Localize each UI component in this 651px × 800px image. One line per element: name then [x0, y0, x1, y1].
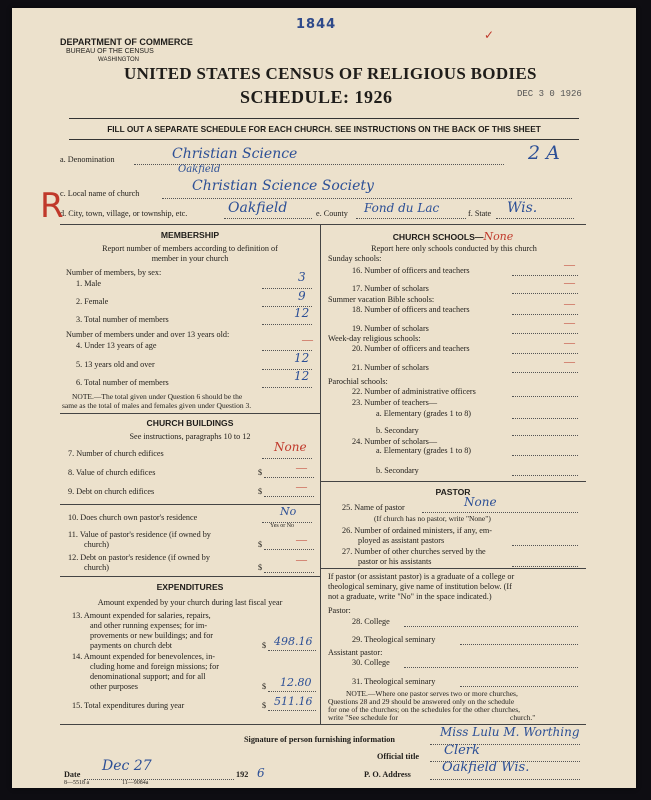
q17-dash: —	[564, 277, 575, 289]
schools-heading-value: None	[483, 230, 514, 243]
under13-value: —	[302, 334, 313, 346]
expenditures-sub: Amount expended by your church during last fiscal year	[97, 598, 283, 607]
q12-dash: —	[296, 554, 307, 566]
q12-label-a: 12. Debt on pastor's residence (if owned by	[68, 553, 210, 562]
q27-line	[512, 566, 578, 567]
q31-line	[460, 686, 578, 687]
over13-value: 12	[294, 351, 310, 365]
q23b-label: b. Secondary	[376, 426, 419, 435]
q7-line	[262, 458, 312, 459]
q25-label: 25. Name of pastor	[342, 503, 405, 512]
summer-label: Summer vacation Bible schools:	[328, 295, 435, 304]
pastor-note5: church."	[510, 713, 536, 722]
margin-r-mark: R	[40, 186, 64, 226]
female-label: 2. Female	[76, 297, 109, 306]
q23a-line	[512, 418, 578, 419]
date-value: Dec 27	[102, 758, 152, 774]
date-line	[84, 779, 234, 780]
local-name-label: c. Local name of church	[60, 189, 140, 198]
q29-line	[460, 644, 578, 645]
q8-label: 8. Value of church edifices	[68, 468, 156, 477]
q25-value: None	[464, 495, 497, 509]
print-code: 11—9084a	[122, 780, 149, 786]
q30-line	[404, 667, 578, 668]
q9-label: 9. Debt on church edifices	[68, 487, 155, 496]
q14-label-a: 14. Amount expended for benevolences, in-	[72, 652, 216, 661]
q15-label: 15. Total expenditures during year	[72, 701, 185, 710]
membership-note2: same as the total of males and females given under Question 3.	[62, 401, 252, 410]
q10-label: 10. Does church own pastor's residence	[68, 513, 198, 522]
q13-dollar: $	[262, 641, 267, 650]
membership-intro1: Report number of members according to definition of	[102, 244, 278, 253]
check-mark: ✓	[484, 28, 495, 42]
above-line-value: Oakfield	[178, 164, 221, 175]
membership-note1: NOTE.—The total given under Question 6 should be the	[72, 392, 243, 401]
q24b-label: b. Secondary	[376, 466, 419, 475]
schools-intro: Report here only schools conducted by this church	[371, 244, 537, 253]
q17-line	[512, 293, 578, 294]
q9-line	[264, 496, 314, 497]
expenditures-top-line	[60, 576, 320, 577]
q7-value: None	[274, 440, 307, 454]
q8-dollar: $	[258, 468, 263, 477]
total6-line	[262, 387, 312, 388]
grid-top-line	[60, 224, 586, 225]
q15-value: 511.16	[274, 695, 313, 708]
q26-label-a: 26. Number of ordained ministers, if any, em-	[342, 526, 492, 535]
q14-label-b: cluding home and foreign missions; for	[90, 662, 219, 671]
weekday-label: Week-day religious schools:	[328, 334, 421, 343]
q21-line	[512, 372, 578, 373]
state-value: Wis.	[507, 200, 538, 216]
city-value: Oakfield	[228, 200, 288, 216]
q28-line	[404, 626, 578, 627]
q24-label: 24. Number of scholars—	[352, 437, 438, 446]
male-value: 3	[298, 270, 306, 284]
total6-label: 6. Total number of members	[76, 378, 169, 387]
county-label: e. County	[316, 209, 348, 218]
q11-label-a: 11. Value of pastor's residence (if owned by	[68, 530, 211, 539]
grad-line2: theological seminary, give name of institution below. (If	[328, 582, 512, 591]
form-code: 8—5518 a	[64, 780, 90, 786]
signature-label: Signature of person furnishing information	[244, 735, 395, 744]
q14-label-c: denominational support; and for all	[90, 672, 206, 681]
female-value: 9	[298, 289, 306, 303]
parochial-label: Parochial schools:	[328, 377, 388, 386]
city-label: d. City, town, village, or township, etc.	[60, 209, 188, 218]
pastor-sub-label: Pastor:	[328, 606, 351, 615]
q10-value: No	[280, 505, 297, 518]
instructions-bar: FILL OUT A SEPARATE SCHEDULE FOR EACH CHURCH. SEE INSTRUCTIONS ON THE BACK OF THIS SHEET	[69, 118, 579, 140]
q31-label: 31. Theological seminary	[352, 677, 436, 686]
q14-value: 12.80	[280, 676, 312, 689]
received-stamp: DEC 3 0 1926	[517, 89, 582, 99]
q19-label: 19. Number of scholars	[352, 324, 429, 333]
po-address-value: Oakfield Wis.	[442, 760, 530, 775]
q11-dash: —	[296, 534, 307, 546]
q7-label: 7. Number of church edifices	[68, 449, 164, 458]
dept-line2: BUREAU OF THE CENSUS	[66, 48, 154, 55]
q18-label: 18. Number of officers and teachers	[352, 305, 470, 314]
dept-line3: WASHINGTON	[98, 57, 140, 63]
q21-dash: —	[564, 356, 575, 368]
under13-label: 4. Under 13 years of age	[76, 341, 157, 350]
membership-intro2: member in your church	[151, 254, 229, 263]
q29-label: 29. Theological seminary	[352, 635, 436, 644]
q17-label: 17. Number of scholars	[352, 284, 429, 293]
county-line	[356, 218, 466, 219]
q22-label: 22. Number of administrative officers	[352, 387, 476, 396]
form-number: 1844	[296, 17, 337, 32]
q16-label: 16. Number of officers and teachers	[352, 266, 470, 275]
page-title: UNITED STATES CENSUS OF RELIGIOUS BODIES	[124, 64, 537, 83]
q23b-line	[512, 435, 578, 436]
over13-label: 5. 13 years old and over	[76, 360, 155, 369]
q24b-line	[512, 475, 578, 476]
q30-label: 30. College	[352, 658, 390, 667]
q27-label-a: 27. Number of other churches served by the	[342, 547, 486, 556]
q12-line	[264, 572, 314, 573]
q11-line	[264, 549, 314, 550]
official-title-label: Official title	[377, 752, 420, 761]
q9-dollar: $	[258, 487, 263, 496]
state-line	[496, 218, 574, 219]
q12-label-b: church)	[84, 563, 110, 572]
sunday-label: Sunday schools:	[328, 254, 382, 263]
local-name-line	[162, 198, 572, 199]
schools-heading: CHURCH SCHOOLS	[392, 232, 475, 242]
q14-dollar: $	[262, 682, 267, 691]
q10-yesno: Yes or No	[270, 523, 295, 529]
pastor-note3: for one of the churches; on the schedules for the other churches,	[328, 705, 521, 714]
official-title-value: Clerk	[444, 743, 480, 758]
q15-line	[268, 710, 316, 711]
total-members-line	[262, 324, 312, 325]
q13-value: 498.16	[274, 635, 313, 648]
denomination-code: 2 A	[528, 142, 560, 164]
denomination-value: Christian Science	[172, 146, 298, 162]
po-address-label: P. O. Address	[364, 770, 411, 779]
q18-dash: —	[564, 298, 575, 310]
expenditures-heading: EXPENDITURES	[156, 582, 224, 592]
q13-label-c: provements or new buildings; and for	[90, 631, 214, 640]
q20-dash: —	[564, 337, 575, 349]
signature-value: Miss Lulu M. Worthing	[440, 725, 580, 739]
q13-label-d: payments on church debt	[90, 641, 173, 650]
buildings-heading: CHURCH BUILDINGS	[146, 418, 234, 428]
dept-line1: DEPARTMENT OF COMMERCE	[60, 37, 193, 47]
state-label: f. State	[468, 209, 492, 218]
q8-dash: —	[296, 462, 307, 474]
pastor-note2: Questions 28 and 29 should be answered only on the schedule	[328, 697, 515, 706]
date-label: Date	[64, 770, 81, 779]
q19-dash: —	[564, 317, 575, 329]
q28-label: 28. College	[352, 617, 390, 626]
pastor-heading: PASTOR	[435, 487, 471, 497]
county-value: Fond du Lac	[364, 201, 440, 215]
q9-dash: —	[296, 481, 307, 493]
membership-heading: MEMBERSHIP	[160, 230, 220, 240]
date-year-digit: 6	[257, 766, 265, 780]
q13-line	[268, 650, 316, 651]
pastor-note1: NOTE.—Where one pastor serves two or more churches,	[346, 689, 518, 698]
page-subtitle: SCHEDULE: 1926	[240, 87, 393, 107]
total-members-label: 3. Total number of members	[76, 315, 169, 324]
grad-line3: not a graduate, write "No" in the space indicated.)	[328, 592, 492, 601]
q11-dollar: $	[258, 540, 263, 549]
q24a-label: a. Elementary (grades 1 to 8)	[376, 446, 472, 455]
membership-divider	[60, 413, 320, 414]
q8-line	[264, 477, 314, 478]
q21-label: 21. Number of scholars	[352, 363, 429, 372]
total6-value: 12	[294, 369, 310, 383]
q20-line	[512, 353, 578, 354]
q12-dollar: $	[258, 563, 263, 572]
date-year: 192	[236, 770, 249, 779]
grad-line1: If pastor (or assistant pastor) is a graduate of a college or	[328, 572, 515, 581]
q24a-line	[512, 455, 578, 456]
denomination-label: a. Denomination	[60, 155, 115, 164]
under-over-label: Number of members under and over 13 years old:	[66, 330, 230, 339]
q25-note: (If church has no pastor, write "None")	[374, 514, 491, 523]
q13-label-b: and other running expenses; for im-	[90, 621, 208, 630]
q23a-label: a. Elementary (grades 1 to 8)	[376, 409, 472, 418]
q20-label: 20. Number of officers and teachers	[352, 344, 470, 353]
q23-label: 23. Number of teachers—	[352, 398, 438, 407]
department-block	[60, 38, 193, 65]
q11-label-b: church)	[84, 540, 110, 549]
by-sex-label: Number of members, by sex:	[66, 268, 162, 277]
q18-line	[512, 314, 578, 315]
q26-label-b: ployed as assistant pastors	[358, 536, 445, 545]
q14-label-d: other purposes	[90, 682, 138, 691]
q13-label-a: 13. Amount expended for salaries, repairs,	[72, 611, 211, 620]
q26-line	[512, 545, 578, 546]
schools-heading-wrap: CHURCH SCHOOLS—None	[392, 230, 514, 243]
q15-dollar: $	[262, 701, 267, 710]
male-label: 1. Male	[76, 279, 102, 288]
local-name-value: Christian Science Society	[192, 178, 374, 194]
po-address-line	[430, 779, 580, 780]
pastor-top-line	[320, 481, 586, 482]
city-line	[224, 218, 312, 219]
total-members-value: 12	[294, 306, 310, 320]
q16-line	[512, 275, 578, 276]
q19-line	[512, 333, 578, 334]
q16-dash: —	[564, 259, 575, 271]
assistant-sub-label: Assistant pastor:	[328, 648, 383, 657]
pastor-note4: write "See schedule for	[328, 713, 398, 722]
buildings-sub: See instructions, paragraphs 10 to 12	[129, 432, 251, 441]
census-schedule-sheet	[12, 8, 636, 788]
grid-center-line	[320, 224, 321, 724]
q27-label-b: pastor or his assistants	[358, 557, 432, 566]
q22-line	[512, 396, 578, 397]
q25-line	[422, 512, 578, 513]
grad-top-line	[320, 568, 586, 569]
q14-line	[268, 691, 316, 692]
